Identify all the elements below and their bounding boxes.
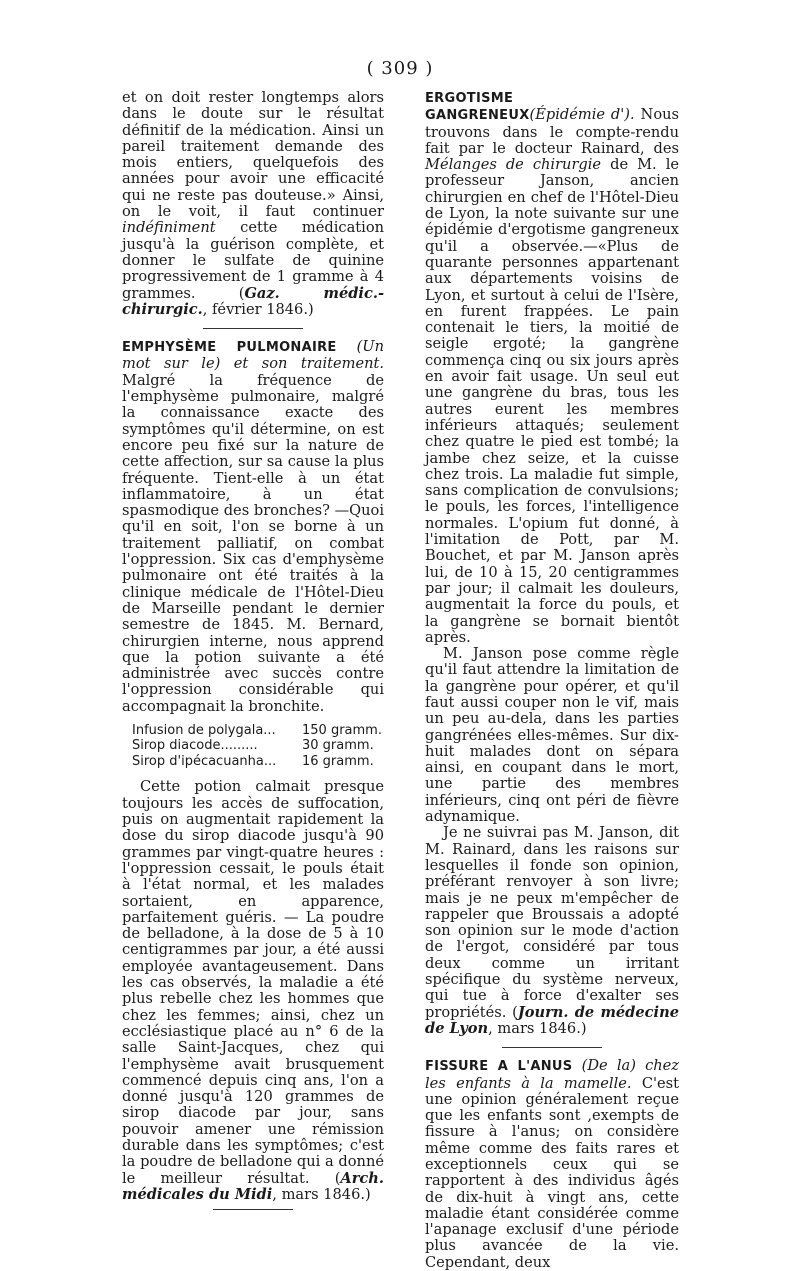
- paragraph: [425, 825, 679, 1037]
- section-subtitle: (De la) chez les enfants à la mamelle.: [425, 1057, 679, 1092]
- text: et on doit rester longtemps alors dans le doute sur le résultat définitif de la médication. Ainsi un pareil traitement demande des mois entiers, quelquefois des années pour avoir une efficacité qui ne reste pas douteuse.» Ainsi, on le voit, il faut continuer: [122, 89, 384, 221]
- section-ergotisme: [425, 90, 679, 646]
- source-citation: Gaz. médic.-chirurgic.: [122, 284, 384, 318]
- text: , mars 1846.): [488, 1019, 587, 1037]
- italic-text: indéfiniment: [122, 219, 216, 237]
- text: Nous trouvons dans le compte-rendu fait par le docteur Rainard, des: [425, 106, 679, 157]
- section-subtitle: (Épidémie d').: [529, 106, 635, 124]
- section-divider: [213, 1209, 293, 1210]
- dose: 16 gramm.: [302, 753, 374, 769]
- dose: 150 gramm.: [302, 722, 382, 738]
- text: cette médication jusqu'à la guérison complète, et donner le sulfate de quinine progressivement de 1 gramme à 4 grammes. (: [122, 219, 384, 302]
- recipe-row: [132, 754, 384, 770]
- section-divider: [502, 1047, 602, 1048]
- paragraph-potion: [122, 779, 384, 1203]
- text: de M. le professeur Janson, ancien chirurgien en chef de l'Hôtel-Dieu de Lyon, la note suivante sur une épidémie d'ergotisme gangreneux qu'il a observée.—«Plus de quarante personnes appartenant aux départements voisins de Lyon, et surtout à celui de l'Isère, en furent frappées. Le pain contenait le tiers, la moitié de seigle ergoté; la gangrène commença cinq ou six jours après en avoir fait usage. Un seul eut une gangrène du bras, tous les autres eurent les membres inférieurs attaqués; seulement chez quatre le pied est tombé; la jambe chez seize, et la cuisse chez trois. La maladie fut simple, sans complication de convulsions; le pouls, les forces, l'intelligence normales. L'opium fut donné, à l'imitation de Pott, par M. Bouchet, et par M. Janson après lui, de 10 à 15, 20 centigrammes par jour; il calmait les douleurs, augmentait la force du pouls, et la gangrène se bornait bientôt après.: [425, 156, 680, 646]
- section-emphyseme: [122, 339, 384, 715]
- section-divider: [203, 328, 303, 329]
- recipe-row: [132, 738, 384, 754]
- source-citation: Journ. de médecine de Lyon: [425, 1003, 679, 1037]
- recipe-list: [132, 723, 384, 770]
- page-number: ( 309 ): [366, 58, 434, 79]
- section-heading: ERGOTISME GANGRENEUX: [425, 91, 530, 124]
- text: C'est une opinion généralement reçue que les enfants sont ,exempts de fissure à l'anus; on considère même comme des faits rares et exceptionnels ceux qui se rapportent à des individus âgés de dix-huit à vingt ans, cette maladie étant considérée comme l'apanage exclusif d'une période plus avancée de la vie. Cependant, deux: [425, 1074, 680, 1271]
- text: Malgré la fréquence de l'emphysème pulmonaire, malgré la connaissance exacte des symptômes qu'il détermine, on est encore peu fixé sur la nature de cette affection, sur sa cause la plus fréquente. Tient-elle à un état inflammatoire, à un état spasmodique des bronches? —Quoi qu'il en soit, l'on se borne à un traitement palliatif, on combat l'oppression. Six cas d'emphysème pulmonaire ont été traités à la clinique médicale de l'Hôtel-Dieu de Marseille pendant le dernier semestre de 1845. M. Bernard, chirurgien interne, nous apprend que la potion suivante a été administrée avec succès contre l'oppression considérable qui accompagnait la bronchite.: [122, 371, 384, 715]
- text: Je ne suivrai pas M. Janson, dit M. Rainard, dans les raisons sur lesquelles il fonde son opinion, préférant renvoyer à son livre; mais je ne peux m'empêcher de rappeler que Broussais a adopté son opinion sur le mode d'action de l'ergot, considéré par tous deux comme un irritant spécifique du système nerveux, qui tue à force d'exalter ses propriétés. (: [425, 824, 679, 1021]
- section-fissure: [425, 1058, 679, 1271]
- text: Cette potion calmait presque toujours les accès de suffocation, puis on augmentait rapidement la dose du sirop diacode jusqu'à 90 grammes par vingt-quatre heures : l'oppression cessait, le pouls était à l'état normal, et les malades sortaient, en apparence, parfaitement guéris. — La poudre de belladone, à la dose de 5 à 10 centigrammes par jour, a été aussi employée avantageusement. Dans les cas observés, la maladie a été plus rebelle chez les hommes que chez les femmes; ainsi, chez un ecclésiastique placé au n° 6 de la salle Saint-Jacques, chez qui l'emphysème avait brusquement commencé depuis cinq ans, l'on a donné jusqu'à 120 grammes de sirop diacode par jour, sans pouvoir amener une rémission durable dans les symptômes; c'est la poudre de belladone qui a donné le meilleur résultat. (: [122, 778, 384, 1187]
- ingredient: Sirop d'ipécacuanha...: [132, 753, 277, 769]
- text: , février 1846.): [202, 300, 314, 318]
- section-heading: FISSURE A L'ANUS: [425, 1059, 573, 1075]
- text: , mars 1846.): [272, 1185, 371, 1203]
- ingredient: Sirop diacode.........: [132, 738, 258, 754]
- ingredient: Infusion de polygala...: [132, 722, 276, 738]
- dose: 30 gramm.: [302, 738, 374, 754]
- source-citation: Arch. médicales du Midi: [122, 1169, 384, 1203]
- section-subtitle: (Un mot sur le) et son traitement.: [122, 338, 385, 373]
- recipe-row: [132, 723, 384, 739]
- left-column: [122, 90, 384, 1210]
- right-column: [425, 90, 679, 1271]
- italic-text: Mélanges de chirurgie: [425, 156, 602, 174]
- paragraph: M. Janson pose comme règle qu'il faut attendre la limitation de la gangrène pour opérer, et qu'il faut aussi couper non le vif, mais un peu au-dela, dans les parties gangrénées elles-mêmes. Sur dix-huit malades dont on sépara ainsi, en coupant dans le mort, une partie des membres inférieurs, cinq ont péri de fièvre adynamique.: [425, 645, 679, 826]
- section-heading: EMPHYSÈME PULMONAIRE: [122, 340, 337, 356]
- paragraph-quinine: [122, 90, 384, 318]
